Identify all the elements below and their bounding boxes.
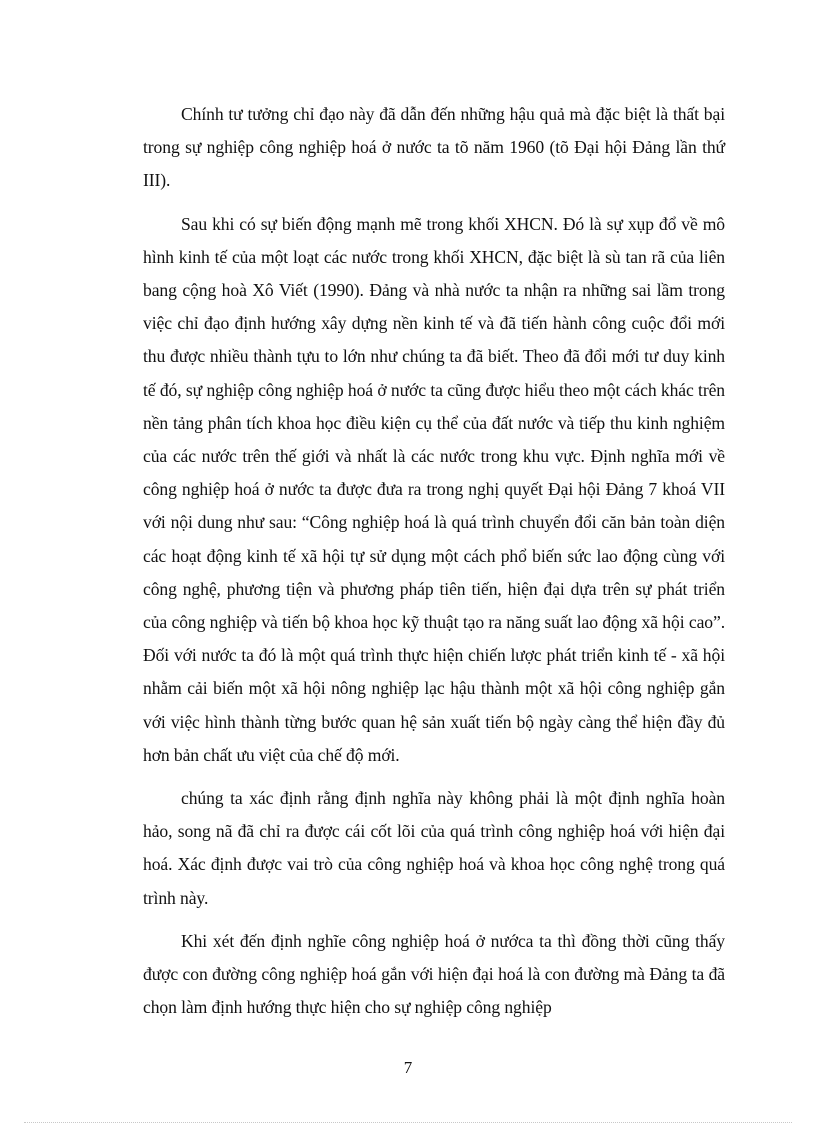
paragraph-3: chúng ta xác định rằng định nghĩa này không phải là một định nghĩa hoàn hảo, song nã đã chỉ ra được cái cốt lõi của quá trình công nghiệp hoá với hiện đại hoá. Xác định được vai trò của công nghiệp hoá và khoa học công nghệ trong quá trình này. xyxy=(143,788,725,908)
document-body xyxy=(143,98,725,1034)
page-number: 7 xyxy=(403,1058,413,1077)
paragraph-1: Chính tư tưởng chỉ đạo này đã dẫn đến những hậu quả mà đặc biệt là thất bại trong sự nghiệp công nghiệp hoá ở nước ta tõ năm 1960 (tõ Đại hội Đảng lần thứ III). xyxy=(143,104,725,191)
paragraph-4: Khi xét đến định nghĩe công nghiệp hoá ở nướca ta thì đồng thời cũng thấy được con đường công nghiệp hoá gắn với hiện đại hoá là con đường mà Đảng ta đã chọn làm định hướng thực hiện cho sự nghiệp công nghiệp xyxy=(143,930,725,1018)
paragraph-2: Sau khi có sự biến động mạnh mẽ trong khối XHCN. Đó là sự xụp đổ về mô hình kinh tế của một loạt các nước trong khối XHCN, đặc biệt là sù tan rã của liên bang cộng hoà Xô Viết (1990). Đảng và nhà nước ta nhận ra những sai lầm trong việc chỉ đạo định hướng xây dựng nền kinh tế và đã tiến hành công cuộc đổi mới thu được nhiều thành tựu to lớn như chúng ta đã biết. Theo đã đổi mới tư duy kinh tế đó, sự nghiệp công nghiệp hoá ở nước ta cũng được hiểu theo một cách khác trên nền tảng phân tích khoa học điều kiện cụ thể của đất nước và tiếp thu kinh nghiệm của các nước trên thế giới và nhất là các nước trong khu vực. Định nghĩa mới về công nghiệp hoá ở nước ta được đưa ra trong nghị quyết Đại hội Đảng 7 khoá VII với nội dung như sau: “Công nghiệp hoá là quá trình chuyển đổi căn bản toàn diện các hoạt động kinh tế xã hội tự sử dụng một cách phổ biến sức lao động cùng với công nghệ, phương tiện và phương pháp tiên tiến, hiện đại dựa trên sự phát triển của công nghiệp và tiến bộ khoa học kỹ thuật tạo ra năng suất lao động xã hội cao”. Đối với nước ta đó là một quá trình thực hiện chiến lược phát triển kinh tế - xã hội nhằm cải biến một xã hội nông nghiệp lạc hậu thành một xã hội công nghiệp gắn với việc hình thành từng bước quan hệ sản xuất tiến bộ ngày càng thể hiện đầy đủ hơn bản chất ưu việt của chế độ mới. xyxy=(143,213,725,765)
